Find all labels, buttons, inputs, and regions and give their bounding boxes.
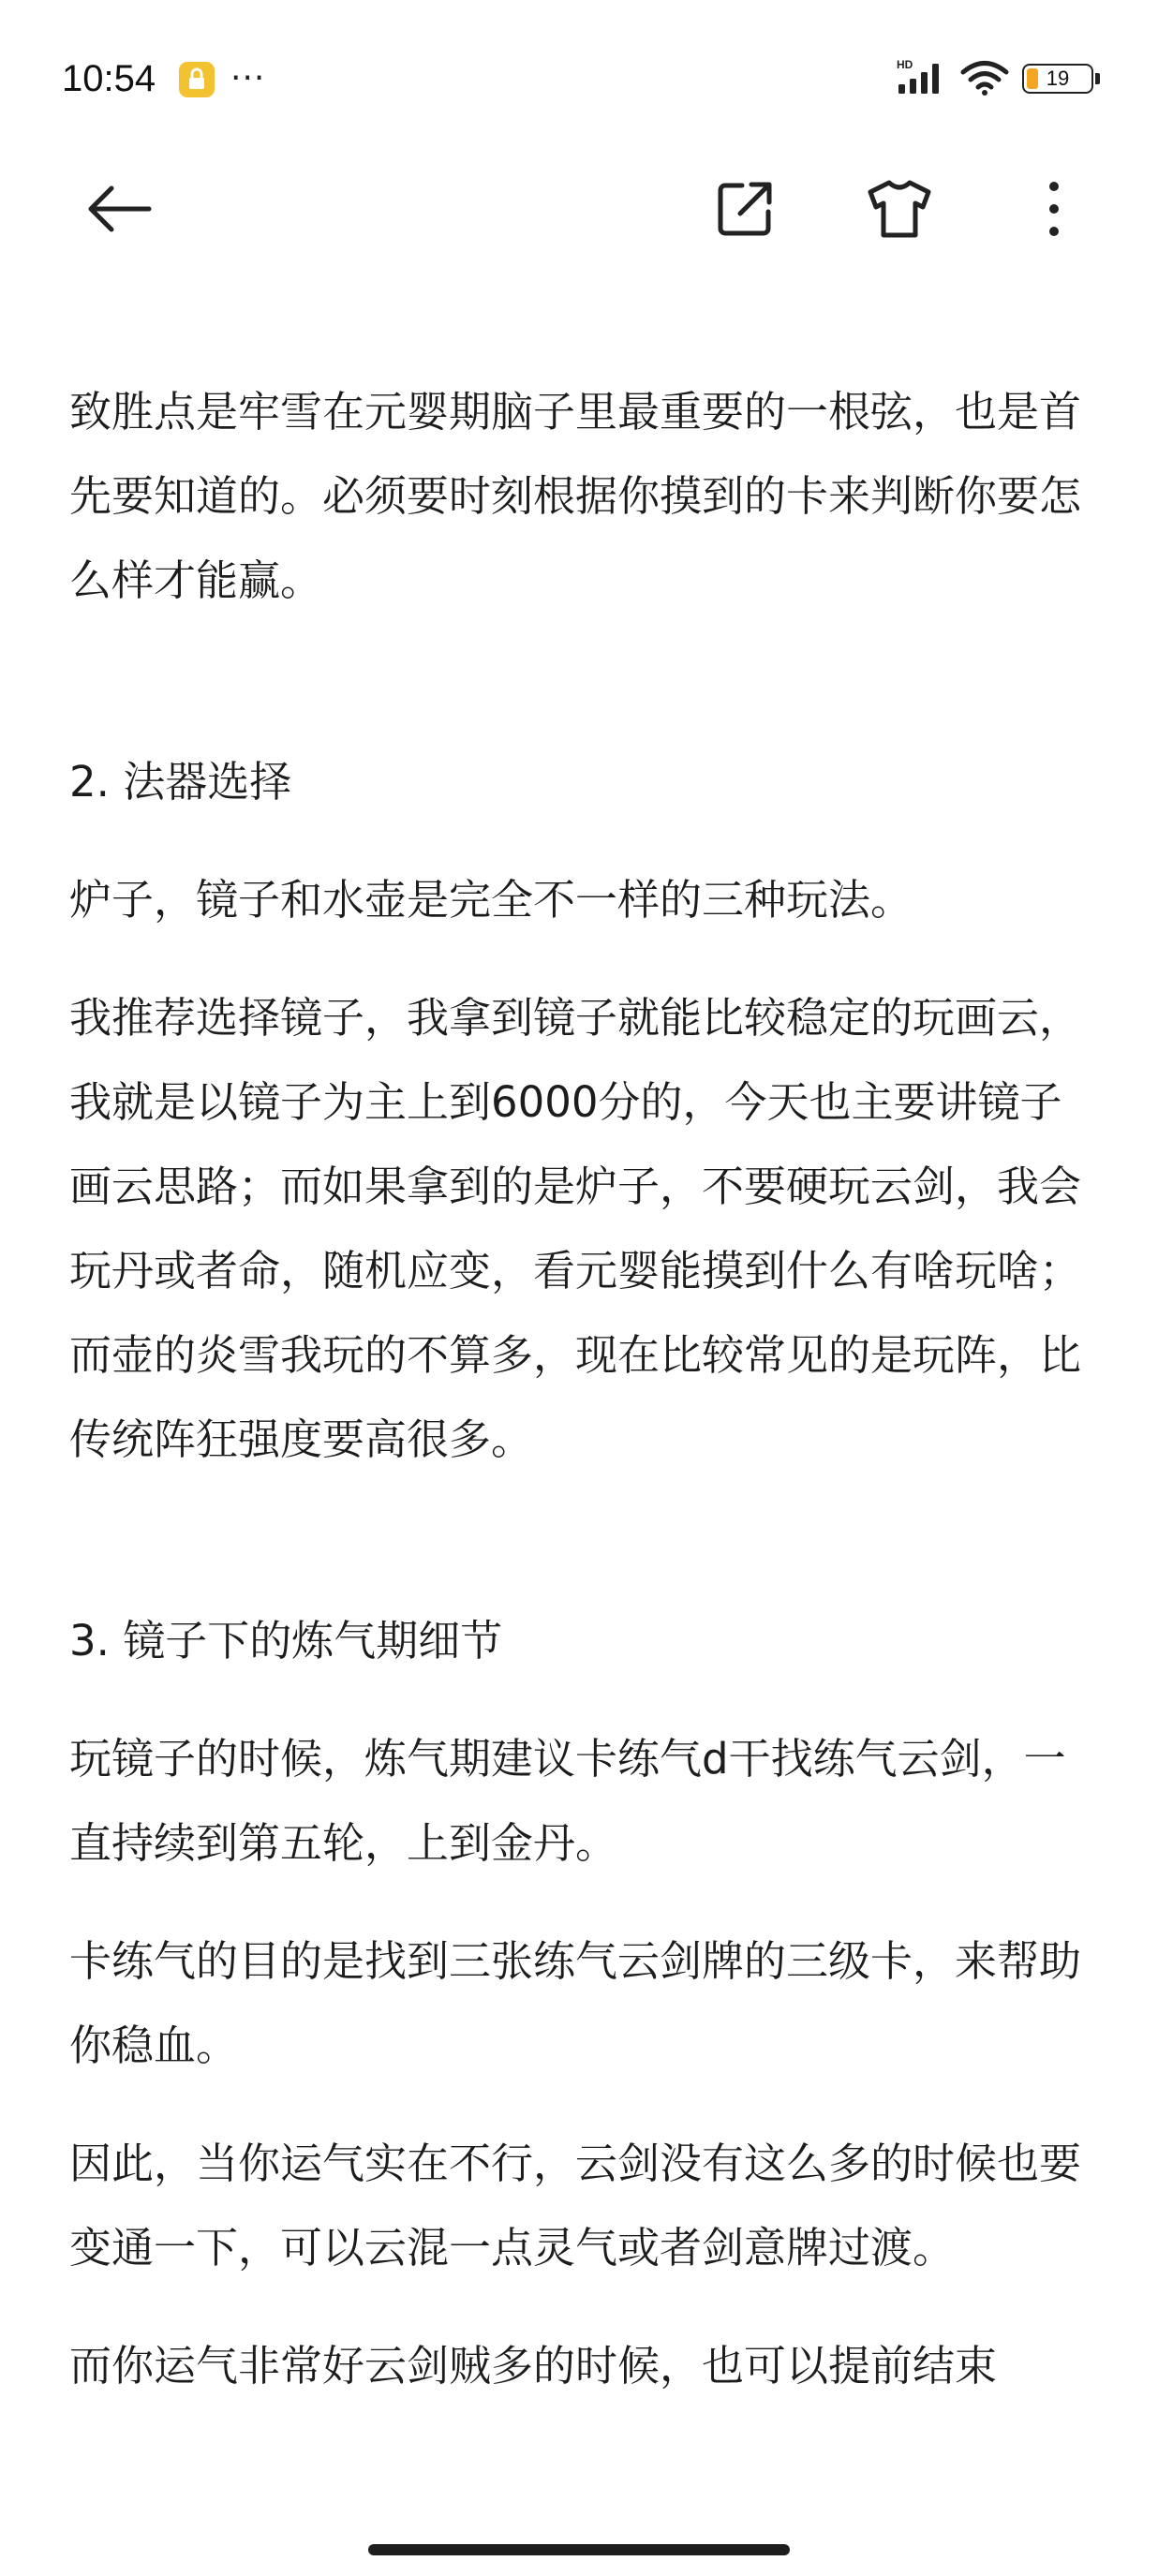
status-time: 10:54 <box>62 58 156 99</box>
arrow-left-icon <box>85 185 153 236</box>
open-in-browser-button[interactable] <box>693 159 796 262</box>
top-toolbar <box>0 159 1158 262</box>
section-heading: 3. 镜子下的炼气期细节 <box>69 1616 503 1666</box>
open-external-icon <box>716 180 774 242</box>
wifi-icon <box>960 58 1009 99</box>
shirt-icon <box>867 179 932 243</box>
vertical-dots-icon <box>1047 180 1061 242</box>
status-more-dots: ··· <box>230 59 266 97</box>
article-paragraph: 卡练气的目的是找到三张练气云剑牌的三级卡，来帮助你稳血。 <box>69 1936 1082 2070</box>
battery-icon <box>1022 64 1093 94</box>
cellular-signal-icon <box>897 58 947 99</box>
article-paragraph: 而你运气非常好云剑贼多的时候，也可以提前结束 <box>69 2341 998 2391</box>
article-paragraph: 炉子，镜子和水壶是完全不一样的三种玩法。 <box>69 875 913 925</box>
battery-level-text: 19 <box>1046 67 1070 90</box>
status-indicators <box>897 58 1100 99</box>
status-bar <box>0 0 1158 159</box>
lock-app-icon <box>179 62 215 97</box>
home-indicator[interactable] <box>368 2544 790 2555</box>
article-paragraph: 我推荐选择镜子，我拿到镜子就能比较稳定的玩画云，我就是以镜子为主上到6000分的，今天也主要讲镜子画云思路；而如果拿到的是炉子，不要硬玩云剑，我会玩丹或者命，随机应变，看元婴能摸到什么有啥玩啥；而壶的炎雪我玩的不算多，现在比较常见的是玩阵，比传统阵狂强度要高很多。 <box>69 993 1082 1464</box>
network-hd-label: HD <box>897 58 913 71</box>
section-heading: 2. 法器选择 <box>69 757 292 807</box>
article-paragraph: 玩镜子的时候，炼气期建议卡练气d干找练气云剑，一直持续到第五轮，上到金丹。 <box>69 1734 1066 1868</box>
theme-button[interactable] <box>848 159 951 262</box>
battery-cap <box>1095 73 1100 84</box>
article-paragraph: 因此，当你运气实在不行，云剑没有这么多的时候也要变通一下，可以云混一点灵气或者剑意牌过渡。 <box>69 2139 1082 2273</box>
back-button[interactable] <box>67 159 171 262</box>
article-paragraph: 致胜点是牢雪在元婴期脑子里最重要的一根弦，也是首先要知道的。必须要时刻根据你摸到的卡来判断你要怎么样才能赢。 <box>69 387 1082 605</box>
more-options-button[interactable] <box>1002 159 1106 262</box>
article-body <box>69 370 1091 2576</box>
